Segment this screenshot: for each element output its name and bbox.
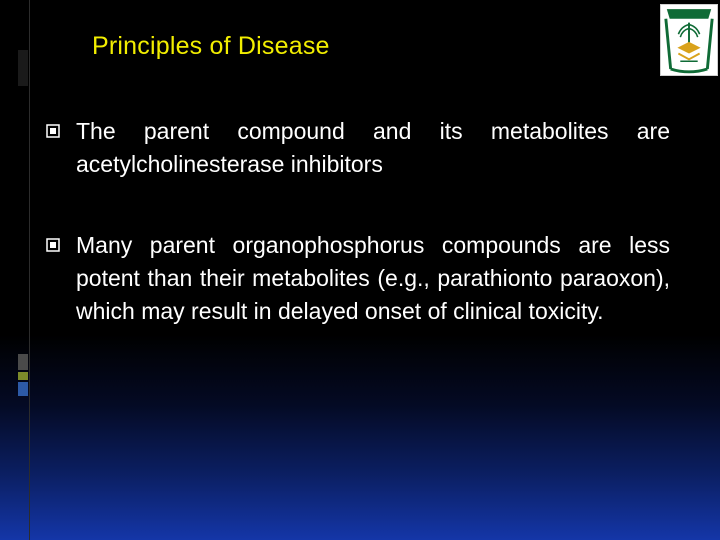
university-seal-icon	[660, 4, 718, 76]
bullet-text: The parent compound and its metabolites are acetylcholinesterase inhibitors	[76, 118, 670, 177]
bullet-item	[46, 115, 670, 181]
accent-block-gray	[18, 354, 28, 370]
accent-block-olive	[18, 372, 28, 380]
bullet-item	[46, 229, 670, 328]
left-divider	[29, 0, 30, 540]
square-bullet-icon	[46, 238, 60, 252]
bullet-list	[46, 115, 670, 328]
accent-block-blue	[18, 382, 28, 396]
bullet-text: Many parent organophosphorus compounds are less potent than their metabolites (e.g., parathionto paraoxon), which may result in delayed onset of clinical toxicity.	[76, 232, 670, 324]
slide-title: Principles of Disease	[92, 32, 330, 60]
accent-block-dark	[18, 50, 28, 86]
square-bullet-icon	[46, 124, 60, 138]
